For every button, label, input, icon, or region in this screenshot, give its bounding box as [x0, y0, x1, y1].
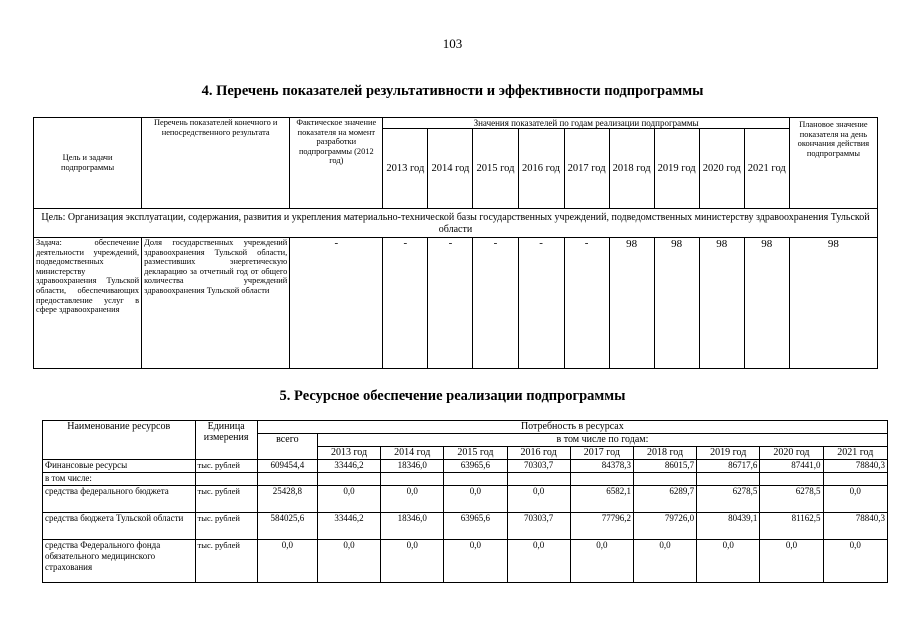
year-header: 2015 год	[473, 129, 518, 209]
year-header: 2016 год	[507, 447, 570, 460]
name-col-header: Наименование ресурсов	[43, 421, 196, 460]
plan-col-header: Плановое значение показателя на день окончания действия подпрограммы	[789, 118, 877, 209]
resource-year-value: 0,0	[823, 540, 887, 583]
resource-name: Финансовые ресурсы	[43, 460, 196, 473]
resource-year-value: 70303,7	[507, 513, 570, 540]
in-total-label: в том числе:	[43, 473, 196, 486]
year-value: 98	[699, 238, 744, 369]
resource-name: средства федерального бюджета	[43, 486, 196, 513]
year-value: 98	[654, 238, 699, 369]
goal-row	[34, 209, 878, 238]
resource-year-value: 0,0	[507, 540, 570, 583]
resource-year-value: 0,0	[317, 540, 380, 583]
resource-year-value: 0,0	[760, 540, 823, 583]
year-value: -	[564, 238, 609, 369]
page-number: 103	[442, 36, 463, 51]
table-row	[43, 460, 888, 473]
resource-year-value: 63965,6	[444, 460, 507, 473]
section4-title: 4. Перечень показателей результативности и эффективности подпрограммы	[201, 83, 704, 99]
task-row	[34, 238, 878, 369]
need-span-header: Потребность в ресурсах	[257, 421, 887, 434]
year-header: 2016 год	[518, 129, 564, 209]
resource-name: средства Федерального фонда обязательного медицинского страхования	[43, 540, 196, 583]
resource-unit: тыс. рублей	[195, 460, 257, 473]
section5-title: 5. Ресурсное обеспечение реализации подпрограммы	[279, 388, 626, 404]
table-row	[43, 486, 888, 513]
fact-value: -	[290, 238, 383, 369]
year-header: 2018 год	[633, 447, 696, 460]
resource-year-value: 0,0	[444, 540, 507, 583]
resource-year-value: 0,0	[381, 540, 444, 583]
resource-year-value: 86717,6	[697, 460, 760, 473]
year-header: 2014 год	[428, 129, 473, 209]
year-header: 2019 год	[697, 447, 760, 460]
resource-year-value: 0,0	[697, 540, 760, 583]
resource-year-value: 70303,7	[507, 460, 570, 473]
year-header: 2021 год	[823, 447, 887, 460]
resource-year-value: 33446,2	[317, 460, 380, 473]
year-header: 2020 год	[699, 129, 744, 209]
year-value: 98	[744, 238, 789, 369]
resource-year-value: 6582,1	[570, 486, 633, 513]
year-header: 2013 год	[383, 129, 428, 209]
by-years-span-header: в том числе по годам:	[317, 434, 887, 447]
resource-year-value: 18346,0	[381, 460, 444, 473]
year-header: 2014 год	[381, 447, 444, 460]
resource-year-value: 78840,3	[823, 460, 887, 473]
resources-table	[42, 420, 888, 583]
year-value: -	[473, 238, 518, 369]
year-header: 2020 год	[760, 447, 823, 460]
resource-year-value: 87441,0	[760, 460, 823, 473]
resource-unit: тыс. рублей	[195, 513, 257, 540]
task-text: Задача: обеспечение деятельности учреждений, подведомственных министерству здравоохранения Тульской области, обеспечивающих предоставление услуг в сфере здравоохранения	[34, 238, 142, 369]
resource-year-value: 81162,5	[760, 513, 823, 540]
resource-year-value: 0,0	[823, 486, 887, 513]
resource-year-value: 77796,2	[570, 513, 633, 540]
indicators-table	[33, 117, 878, 369]
resource-year-value: 78840,3	[823, 513, 887, 540]
table2-header-row	[43, 421, 888, 434]
table-row	[43, 473, 888, 486]
table-row	[43, 540, 888, 583]
resource-unit: тыс. рублей	[195, 540, 257, 583]
resource-year-value: 33446,2	[317, 513, 380, 540]
resource-year-value: 0,0	[381, 486, 444, 513]
plan-value: 98	[789, 238, 877, 369]
year-header: 2013 год	[317, 447, 380, 460]
resource-total: 0,0	[257, 540, 317, 583]
resource-year-value: 0,0	[444, 486, 507, 513]
table-row	[43, 513, 888, 540]
year-header: 2021 год	[744, 129, 789, 209]
resource-year-value: 0,0	[507, 486, 570, 513]
resource-total: 584025,6	[257, 513, 317, 540]
list-col-header: Перечень показателей конечного и непосредственного результата	[142, 118, 290, 209]
year-header: 2018 год	[609, 129, 654, 209]
resource-year-value: 84378,3	[570, 460, 633, 473]
year-value: -	[518, 238, 564, 369]
year-header: 2017 год	[564, 129, 609, 209]
resource-name: средства бюджета Тульской области	[43, 513, 196, 540]
table1-header-row	[34, 118, 878, 129]
resource-total: 25428,8	[257, 486, 317, 513]
resource-unit: тыс. рублей	[195, 486, 257, 513]
years-span-header: Значения показателей по годам реализации подпрограммы	[383, 118, 789, 129]
resource-total: 609454,4	[257, 460, 317, 473]
resource-year-value: 6289,7	[633, 486, 696, 513]
year-header: 2019 год	[654, 129, 699, 209]
year-value: -	[428, 238, 473, 369]
resource-year-value: 6278,5	[760, 486, 823, 513]
resource-year-value: 86015,7	[633, 460, 696, 473]
year-value: 98	[609, 238, 654, 369]
indicator-text: Доля государственных учреждений здравоохранения Тульской области, разместивших энергетическую декларацию за отчетный год от общего количества учреждений здравоохранения Тульской области	[142, 238, 290, 369]
resource-year-value: 18346,0	[381, 513, 444, 540]
year-header: 2015 год	[444, 447, 507, 460]
resource-year-value: 63965,6	[444, 513, 507, 540]
goal-col-header: Цель и задачи подпрограммы	[34, 118, 142, 209]
fact-col-header: Фактическое значение показателя на момент разработки подпрограммы (2012 год)	[290, 118, 383, 209]
total-col-header: всего	[257, 434, 317, 460]
resource-year-value: 0,0	[570, 540, 633, 583]
resource-year-value: 0,0	[633, 540, 696, 583]
goal-text: Цель: Организация эксплуатации, содержания, развития и укрепления материально-технической базы государственных учреждений, подведомственных министерству здравоохранения Тульской области	[34, 209, 878, 238]
resource-year-value: 6278,5	[697, 486, 760, 513]
year-header: 2017 год	[570, 447, 633, 460]
year-value: -	[383, 238, 428, 369]
unit-col-header: Единица измерения	[195, 421, 257, 460]
resource-year-value: 79726,0	[633, 513, 696, 540]
resource-year-value: 0,0	[317, 486, 380, 513]
resource-year-value: 80439,1	[697, 513, 760, 540]
